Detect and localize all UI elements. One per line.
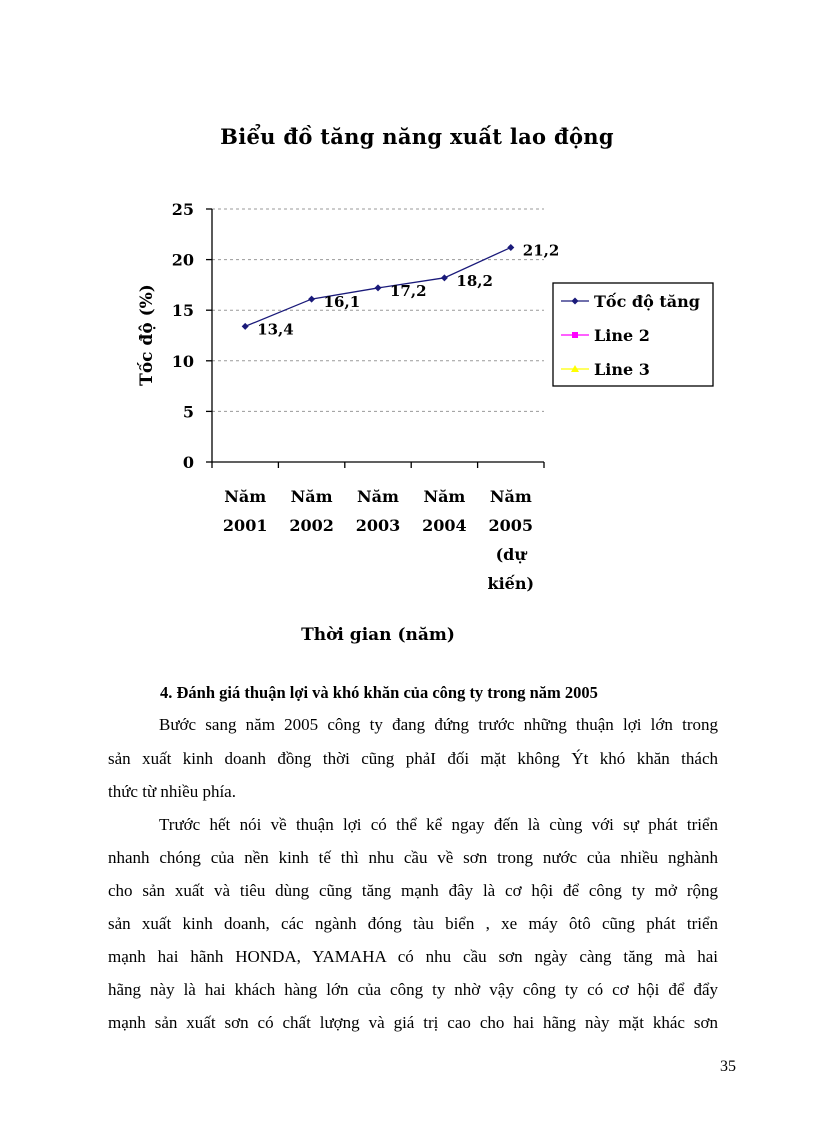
x-tick-label-line: Năm: [489, 487, 532, 506]
paragraph-2-line: mạnh hai hãnh HONDA, YAMAHA có nhu cầu sơn ngày càng tăng mà hai: [108, 947, 718, 966]
x-tick-label-line: Năm: [423, 487, 466, 506]
y-tick-label: 25: [171, 200, 194, 219]
x-tick-label: [289, 487, 334, 535]
paragraph-1-line: Bước sang năm 2005 công ty đang đứng trước những thuận lợi lớn trong: [159, 715, 718, 734]
y-tick-label: 0: [182, 453, 194, 472]
legend-marker: [572, 332, 578, 338]
y-tick-label: 20: [171, 250, 194, 270]
data-label: 13,4: [257, 320, 294, 339]
data-point: [441, 274, 448, 281]
x-axis-title: Thời gian (năm): [301, 625, 455, 645]
paragraph-2-line: sản xuất kinh doanh, các ngành đóng tàu biển , xe máy ôtô cũng phát triển: [108, 914, 718, 933]
page-number: 35: [720, 1058, 736, 1075]
x-tick-label: [422, 487, 467, 535]
data-label: 16,1: [323, 293, 361, 312]
y-tick-label: 5: [182, 402, 194, 422]
x-tick-label-line: 2004: [422, 516, 467, 535]
data-point: [242, 323, 249, 330]
data-label: 17,2: [390, 281, 427, 300]
x-tick-label: [223, 487, 268, 535]
paragraph-1-line: thức từ nhiều phía.: [108, 782, 236, 801]
data-label: 18,2: [456, 271, 493, 290]
paragraph-2-line: hãng này là hai khách hàng lớn của công ty nhờ vậy công ty có cơ hội để đẩy: [108, 980, 718, 999]
paragraph-2-line: Trước hết nói về thuận lợi có thể kể ngay đến là cùng với sự phát triển: [159, 815, 718, 834]
paragraph-2-line: nhanh chóng của nền kinh tế thì nhu cầu về sơn trong nước của nhiều nghành: [108, 848, 718, 867]
paragraph-2-line: cho sản xuất và tiêu dùng cũng tăng mạnh đây là cơ hội để công ty mở rộng: [108, 881, 718, 900]
gridlines: [212, 209, 544, 411]
legend-label: Tốc độ tăng: [594, 292, 700, 311]
paragraph-2-line: mạnh sản xuất sơn có chất lượng và giá trị cao cho hai hãng này mặt khác sơn: [108, 1013, 718, 1032]
data-point: [308, 296, 315, 303]
x-tick-label-line: (dự: [495, 545, 526, 564]
x-tick-label-line: kiến): [487, 574, 535, 593]
legend: [553, 283, 713, 386]
x-tick-label-line: Năm: [357, 487, 399, 506]
x-tick-label-line: Năm: [224, 487, 267, 506]
y-axis-title: Tốc độ (%): [137, 284, 157, 386]
data-point: [375, 284, 382, 291]
paragraph-1-line: sản xuất kinh doanh đồng thời cũng phảI đối mặt không Ýt khó khăn thách: [108, 749, 718, 768]
y-axis-ticks: [172, 200, 212, 472]
data-label: 21,2: [522, 241, 560, 260]
y-tick-label: 15: [171, 301, 194, 321]
x-tick-label: [488, 487, 535, 593]
section-heading: 4. Đánh giá thuận lợi và khó khăn của công ty trong năm 2005: [160, 683, 598, 702]
legend-label: Line 2: [594, 326, 650, 345]
x-tick-label: [356, 487, 401, 535]
x-tick-label-line: 2002: [289, 516, 334, 535]
x-tick-label-line: 2003: [355, 516, 401, 535]
x-tick-label-line: 2001: [222, 516, 268, 535]
chart-title: Biểu đồ tăng năng xuất lao động: [220, 124, 614, 149]
y-tick-label: 10: [171, 351, 194, 371]
x-tick-label-line: Năm: [290, 487, 333, 506]
x-axis-ticks: [212, 462, 544, 593]
x-tick-label-line: 2005: [488, 516, 534, 535]
legend-label: Line 3: [594, 360, 650, 379]
data-labels: [257, 241, 559, 338]
data-point: [507, 244, 514, 251]
